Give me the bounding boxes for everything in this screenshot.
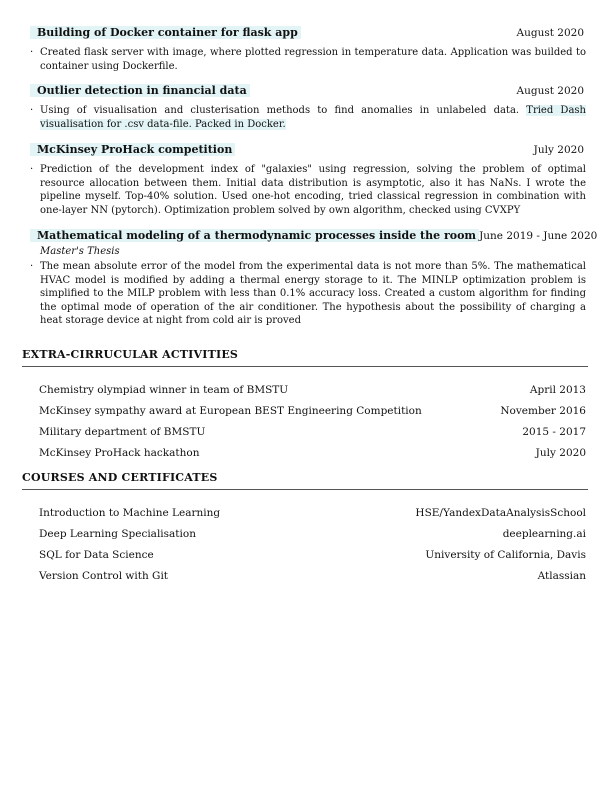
project-header (30, 84, 586, 100)
project-description-text: Using of visualisation and clusterisation methods to find anomalies in unlabeled data. (40, 105, 527, 116)
course-name: Version Control with Git (39, 570, 169, 582)
section-heading-courses: COURSES AND CERTIFICATES (22, 471, 218, 484)
project-description-text: The mean absolute error of the model from the experimental data is not more than 5%. The mathematical HVAC model is modified by adding a thermal energy storage to it. The MINLP optimization problem is simplified to the MILP problem with less than 0.1% accuracy loss. Created a custom algorithm for finding the optimal mode of operation of the air conditioner. The hypothesis about the possibility of charging a heat storage device at night from cold air is proved (40, 261, 586, 326)
course-provider: University of California, Davis (425, 549, 586, 561)
course-row (39, 569, 586, 583)
activity-row (39, 404, 586, 418)
bullet-icon: · (30, 105, 34, 116)
project-description-highlight: Tried Dash visualisation for .csv data-file. Packed in Docker. (40, 105, 586, 130)
project-date: August 2020 (516, 27, 584, 39)
activity-name: Chemistry olympiad winner in team of BMSTU (39, 384, 289, 396)
course-row (39, 506, 586, 520)
project-description (30, 104, 586, 131)
project-title: Outlier detection in financial data (30, 84, 250, 97)
activity-name: Military department of BMSTU (39, 426, 206, 438)
activity-date: July 2020 (535, 447, 586, 459)
course-name: SQL for Data Science (39, 549, 154, 561)
project-description (30, 46, 586, 73)
activity-row (39, 383, 586, 397)
activity-name: McKinsey ProHack hackathon (39, 447, 200, 459)
section-divider (22, 366, 588, 367)
course-row (39, 527, 586, 541)
activity-date: April 2013 (529, 384, 586, 396)
project-header (30, 26, 586, 42)
project-outlier-detection (30, 84, 586, 131)
project-description (30, 260, 586, 328)
section-heading-extracurricular: EXTRA-CIRRUCULAR ACTIVITIES (22, 348, 239, 361)
activity-row (39, 446, 586, 460)
section-divider (22, 489, 588, 490)
course-provider: deeplearning.ai (502, 528, 586, 540)
project-description-text: Created flask server with image, where plotted regression in temperature data. Application was builded to container using Dockerfile. (40, 47, 586, 72)
project-date: August 2020 (516, 85, 584, 97)
project-mckinsey-prohack (30, 143, 586, 217)
project-title: McKinsey ProHack competition (30, 143, 235, 156)
project-date: June 2019 - June 2020 (479, 230, 598, 242)
activity-date: 2015 - 2017 (522, 426, 586, 438)
project-masters-thesis (30, 229, 598, 328)
project-description-text: Prediction of the development index of "galaxies" using regression, solving the problem of optimal resource allocation between them. Initial data distribution is asymptotic, also it has NaNs. I wrote the pipeline myself. Top-40% solution. Used one-hot encoding, tried classical regression in combination with one-layer NN (pytorch). Optimization problem solved by own algorithm, checked using CVXPY (40, 164, 586, 216)
project-title: Building of Docker container for flask app (30, 26, 301, 39)
activity-date: November 2016 (500, 405, 586, 417)
bullet-icon: · (30, 47, 34, 58)
project-subtitle: Master's Thesis (40, 246, 120, 257)
course-row (39, 548, 586, 562)
project-title: Mathematical modeling of a thermodynamic processes inside the room (30, 229, 479, 242)
bullet-icon: · (30, 164, 34, 175)
project-docker-flask (30, 26, 586, 73)
activity-row (39, 425, 586, 439)
activity-name: McKinsey sympathy award at European BEST Engineering Competition (39, 405, 422, 417)
project-header (30, 229, 598, 245)
course-provider: HSE/YandexDataAnalysisSchool (415, 507, 586, 519)
course-provider: Atlassian (537, 570, 586, 582)
course-name: Deep Learning Specialisation (39, 528, 196, 540)
course-name: Introduction to Machine Learning (39, 507, 221, 519)
project-description (30, 163, 586, 217)
project-date: July 2020 (533, 144, 584, 156)
bullet-icon: · (30, 261, 34, 272)
project-header (30, 143, 586, 159)
